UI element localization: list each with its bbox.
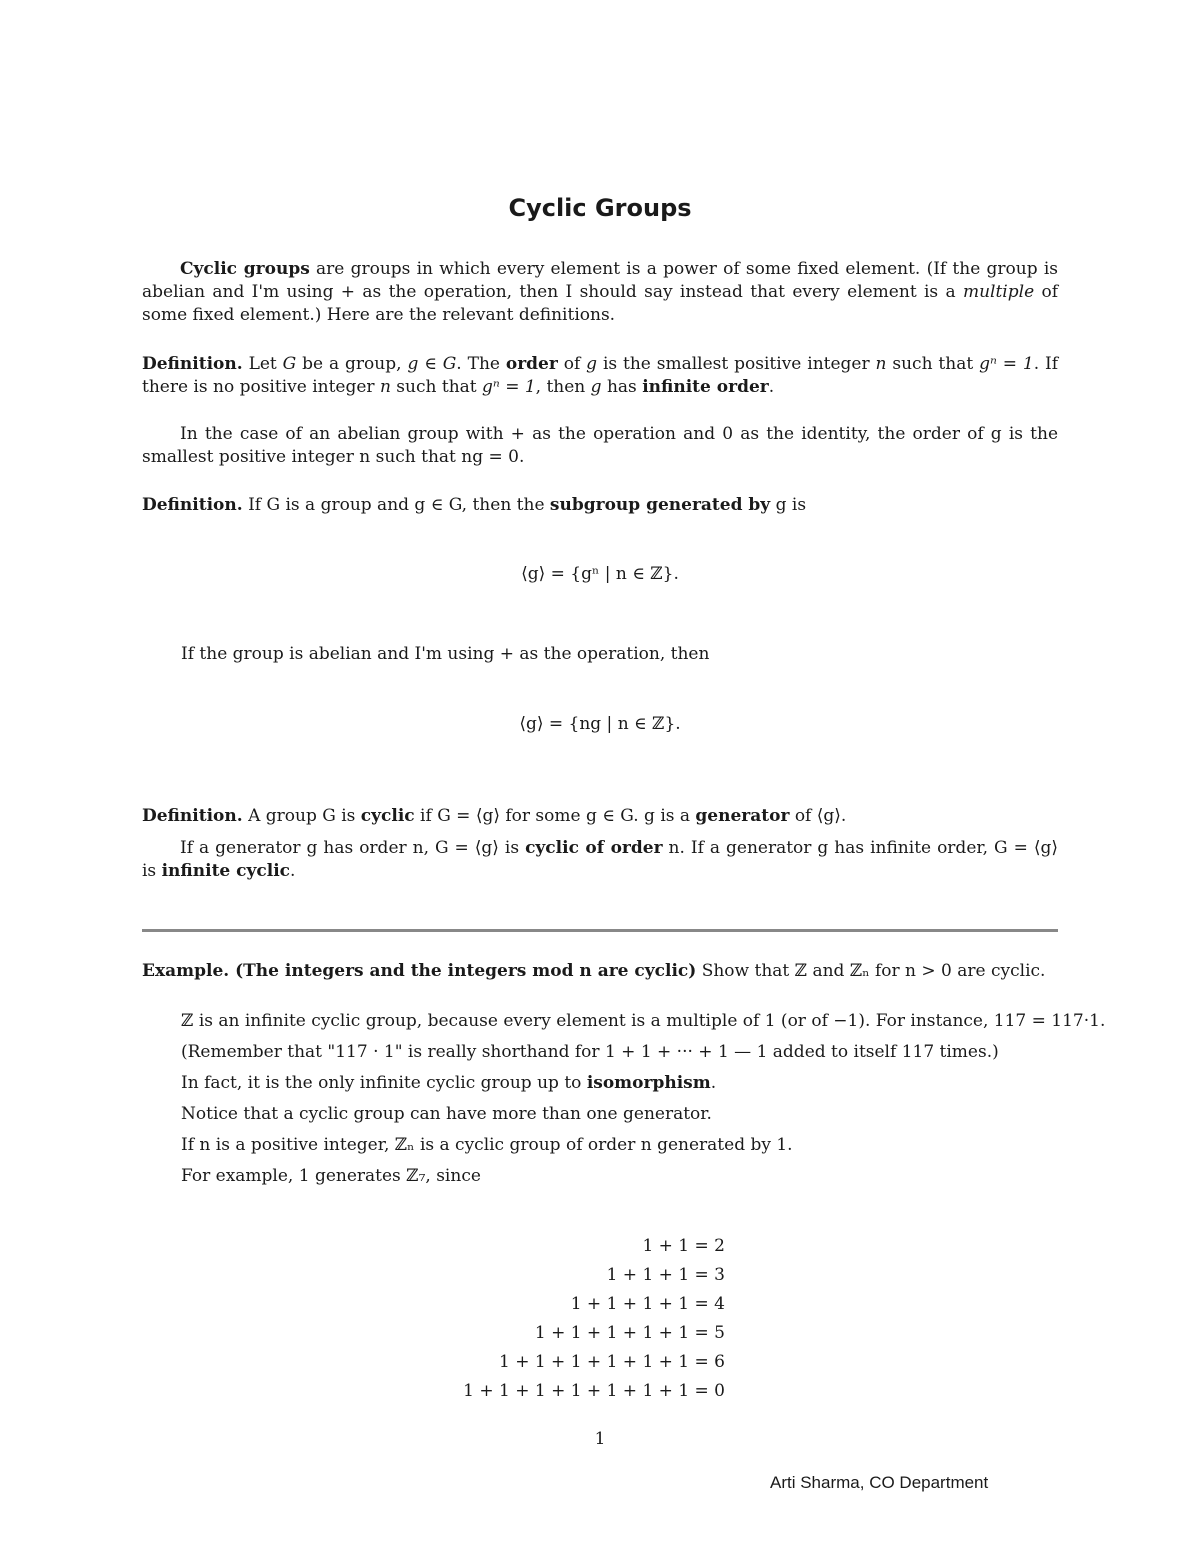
definition-label: Definition. <box>142 354 243 374</box>
equation-subgroup: ⟨g⟩ = {gⁿ | n ∈ ℤ}. <box>521 564 679 584</box>
intro-paragraph: Cyclic groups are groups in which every element is a power of some fixed element. (If the group is abelian and I'm using + as the operation, then I should say instead that every element is a multiple of some fixed element.) Here are the relevant definitions. <box>142 259 1058 325</box>
example-line: For example, 1 generates ℤ₇, since <box>181 1166 481 1186</box>
equation-subgroup-additive: ⟨g⟩ = {ng | n ∈ ℤ}. <box>519 714 681 734</box>
term-cyclic-of-order: cyclic of order <box>525 838 663 858</box>
definition-cyclic: Definition. A group G is cyclic if G = ⟨g⟩ for some g ∈ G. g is a generator of ⟨g⟩. <box>142 806 847 826</box>
example-line: (Remember that "117 · 1" is really shorthand for 1 + 1 + ··· + 1 — 1 added to itself 117 times.) <box>181 1042 999 1062</box>
horizontal-rule <box>142 929 1058 932</box>
sum-equation: 1 + 1 + 1 + 1 = 4 <box>570 1294 725 1314</box>
term-order: order <box>505 354 558 374</box>
sum-equation: 1 + 1 + 1 + 1 + 1 = 5 <box>534 1323 725 1343</box>
sum-equation: 1 + 1 + 1 = 3 <box>606 1265 725 1285</box>
example-heading: Example. (The integers and the integers mod n are cyclic) Show that ℤ and ℤₙ for n > 0 are cyclic. <box>142 961 1046 981</box>
example-line: Notice that a cyclic group can have more than one generator. <box>181 1104 712 1124</box>
abelian-order-paragraph: In the case of an abelian group with + as the operation and 0 as the identity, the order of g is the smallest positive integer n such that ng = 0. <box>142 424 1058 467</box>
term-generator: generator <box>695 806 790 826</box>
emph-multiple: multiple <box>962 281 1035 302</box>
term-infinite-cyclic: infinite cyclic <box>161 860 291 881</box>
abelian-line: If the group is abelian and I'm using + as the operation, then <box>181 644 710 664</box>
term-infinite-order: infinite order <box>642 376 769 397</box>
example-label: Example. <box>142 961 230 981</box>
sum-equations <box>420 1232 725 1406</box>
sum-equation: 1 + 1 = 2 <box>642 1236 725 1256</box>
example-line: In fact, it is the only infinite cyclic group up to isomorphism. <box>181 1073 717 1093</box>
definition-subgroup: Definition. If G is a group and g ∈ G, then the subgroup generated by g is <box>142 495 807 515</box>
definition-order: Definition. Let G be a group, g ∈ G. The order of g is the smallest positive integer n such that gⁿ = 1. If there is no positive integer n such that gⁿ = 1, then g has infinite order. <box>142 354 1059 397</box>
term-subgroup-generated: subgroup generated by <box>549 495 771 515</box>
term-isomorphism: isomorphism <box>586 1073 711 1093</box>
definition-label: Definition. <box>142 495 243 515</box>
example-line: ℤ is an infinite cyclic group, because every element is a multiple of 1 (or of −1). For instance, 117 = 117·1. <box>181 1011 1106 1031</box>
example-line: If n is a positive integer, ℤₙ is a cyclic group of order n generated by 1. <box>181 1135 793 1155</box>
page-title: Cyclic Groups <box>508 194 692 222</box>
page-number: 1 <box>594 1429 606 1449</box>
term-cyclic-groups: Cyclic groups <box>180 259 310 279</box>
sum-equation: 1 + 1 + 1 + 1 + 1 + 1 + 1 = 0 <box>463 1381 725 1401</box>
definition-cyclic-continued: If a generator g has order n, G = ⟨g⟩ is cyclic of order n. If a generator g has infinite order, G = ⟨g⟩ is infinite cyclic. <box>142 838 1058 881</box>
footer-author: Arti Sharma, CO Department <box>770 1473 989 1492</box>
term-cyclic: cyclic <box>360 806 415 826</box>
definition-label: Definition. <box>142 806 243 826</box>
sum-equation: 1 + 1 + 1 + 1 + 1 + 1 = 6 <box>498 1352 725 1372</box>
